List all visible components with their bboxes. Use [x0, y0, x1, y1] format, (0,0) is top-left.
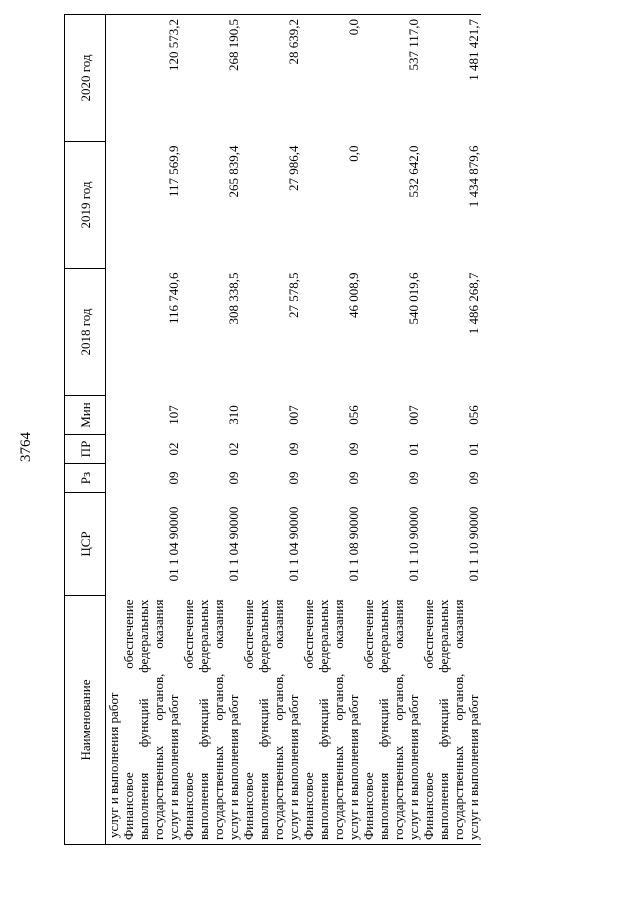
row-name-line: услуг и выполнения работ	[226, 694, 241, 840]
row-name	[421, 596, 481, 845]
page-number: 3764	[18, 432, 34, 462]
row-name-line: Финансовое обеспечение	[121, 599, 136, 840]
row-pr: 09	[346, 442, 361, 456]
row-name-line: выполнения функций федеральных	[196, 599, 211, 840]
row-name-line: Финансовое обеспечение	[241, 599, 256, 840]
row-pr: 02	[226, 442, 241, 456]
table-row	[421, 15, 481, 845]
table-header-row	[65, 15, 106, 845]
row-2020: 537 117,0	[361, 15, 421, 142]
row-2019: 1 434 879,6	[466, 145, 481, 208]
row-csr: 01 1 04 90000	[166, 506, 181, 582]
row-name	[361, 596, 421, 845]
row-name-line: услуг и выполнения работ	[466, 694, 481, 840]
row-2018: 1 486 268,7	[466, 272, 481, 335]
row-min: 056	[346, 405, 361, 425]
row-csr: 01 1 08 90000	[346, 506, 361, 582]
row-2020: 1 481 421,7	[421, 15, 481, 142]
row-2018: 46 008,9	[346, 272, 361, 318]
row-csr: 01 1 04 90000	[226, 506, 241, 582]
row-rz: 09	[406, 471, 421, 485]
row-name-line: услуг и выполнения работ	[286, 694, 301, 840]
row-pr: 02	[166, 442, 181, 456]
table-row	[181, 15, 241, 845]
row-pr: 01	[406, 442, 421, 456]
row-name-line: государственных органов, оказания	[331, 599, 346, 840]
row-name	[121, 596, 181, 845]
row-min: 007	[406, 405, 421, 425]
header-2018: 2018 год	[65, 269, 106, 396]
row-name	[301, 596, 361, 845]
header-rz: Рз	[65, 464, 106, 493]
header-name: Наименование	[65, 596, 106, 845]
row-name-line: Финансовое обеспечение	[181, 599, 196, 840]
continuation-row	[106, 15, 122, 845]
row-min: 007	[286, 405, 301, 425]
header-min: Мин	[65, 396, 106, 435]
table-row	[121, 15, 181, 845]
continuation-text: услуг и выполнения работ	[106, 596, 122, 845]
row-name-line: выполнения функций федеральных	[436, 599, 451, 840]
row-name-line: услуг и выполнения работ	[406, 694, 421, 840]
row-name	[181, 596, 241, 845]
row-min: 107	[166, 405, 181, 425]
row-name-line: выполнения функций федеральных	[256, 599, 271, 840]
row-2019: 532 642,0	[406, 145, 421, 198]
row-2020: 28 639,2	[241, 15, 301, 142]
row-rz: 09	[226, 471, 241, 485]
row-name-line: Финансовое обеспечение	[301, 599, 316, 840]
row-name-line: Финансовое обеспечение	[421, 599, 436, 840]
row-2019: 265 839,4	[226, 145, 241, 198]
header-csr: ЦСР	[65, 493, 106, 596]
table-row	[301, 15, 361, 845]
row-name-line: государственных органов, оказания	[391, 599, 406, 840]
row-name	[241, 596, 301, 845]
row-2018: 540 019,6	[406, 272, 421, 325]
row-2019: 0,0	[346, 145, 361, 162]
row-name-line: государственных органов, оказания	[151, 599, 166, 840]
row-csr: 01 1 10 90000	[466, 506, 481, 582]
row-2018: 116 740,6	[166, 272, 181, 325]
row-rz: 09	[466, 471, 481, 485]
row-2020: 120 573,2	[121, 15, 181, 142]
row-name-line: государственных органов, оказания	[451, 599, 466, 840]
row-min: 056	[466, 405, 481, 425]
row-2019: 117 569,9	[166, 145, 181, 198]
row-pr: 01	[466, 442, 481, 456]
header-2019: 2019 год	[65, 142, 106, 269]
table-row	[361, 15, 421, 845]
row-2020: 268 190,5	[181, 15, 241, 142]
header-pr: ПР	[65, 435, 106, 464]
header-2020: 2020 год	[65, 15, 106, 142]
row-name-line: Финансовое обеспечение	[361, 599, 376, 840]
row-csr: 01 1 04 90000	[286, 506, 301, 582]
budget-table	[64, 14, 481, 845]
row-name-line: выполнения функций федеральных	[316, 599, 331, 840]
row-rz: 09	[346, 471, 361, 485]
row-rz: 09	[286, 471, 301, 485]
row-name-line: услуг и выполнения работ	[166, 694, 181, 840]
table-row	[241, 15, 301, 845]
row-name-line: выполнения функций федеральных	[376, 599, 391, 840]
row-csr: 01 1 10 90000	[406, 506, 421, 582]
row-min: 310	[226, 405, 241, 425]
row-name-line: услуг и выполнения работ	[346, 694, 361, 840]
row-2020: 0,0	[301, 15, 361, 142]
row-name-line: государственных органов, оказания	[211, 599, 226, 840]
row-pr: 09	[286, 442, 301, 456]
row-rz: 09	[166, 471, 181, 485]
row-name-line: выполнения функций федеральных	[136, 599, 151, 840]
row-2019: 27 986,4	[286, 145, 301, 191]
row-2018: 27 578,5	[286, 272, 301, 318]
row-2018: 308 338,5	[226, 272, 241, 325]
row-name-line: государственных органов, оказания	[271, 599, 286, 840]
